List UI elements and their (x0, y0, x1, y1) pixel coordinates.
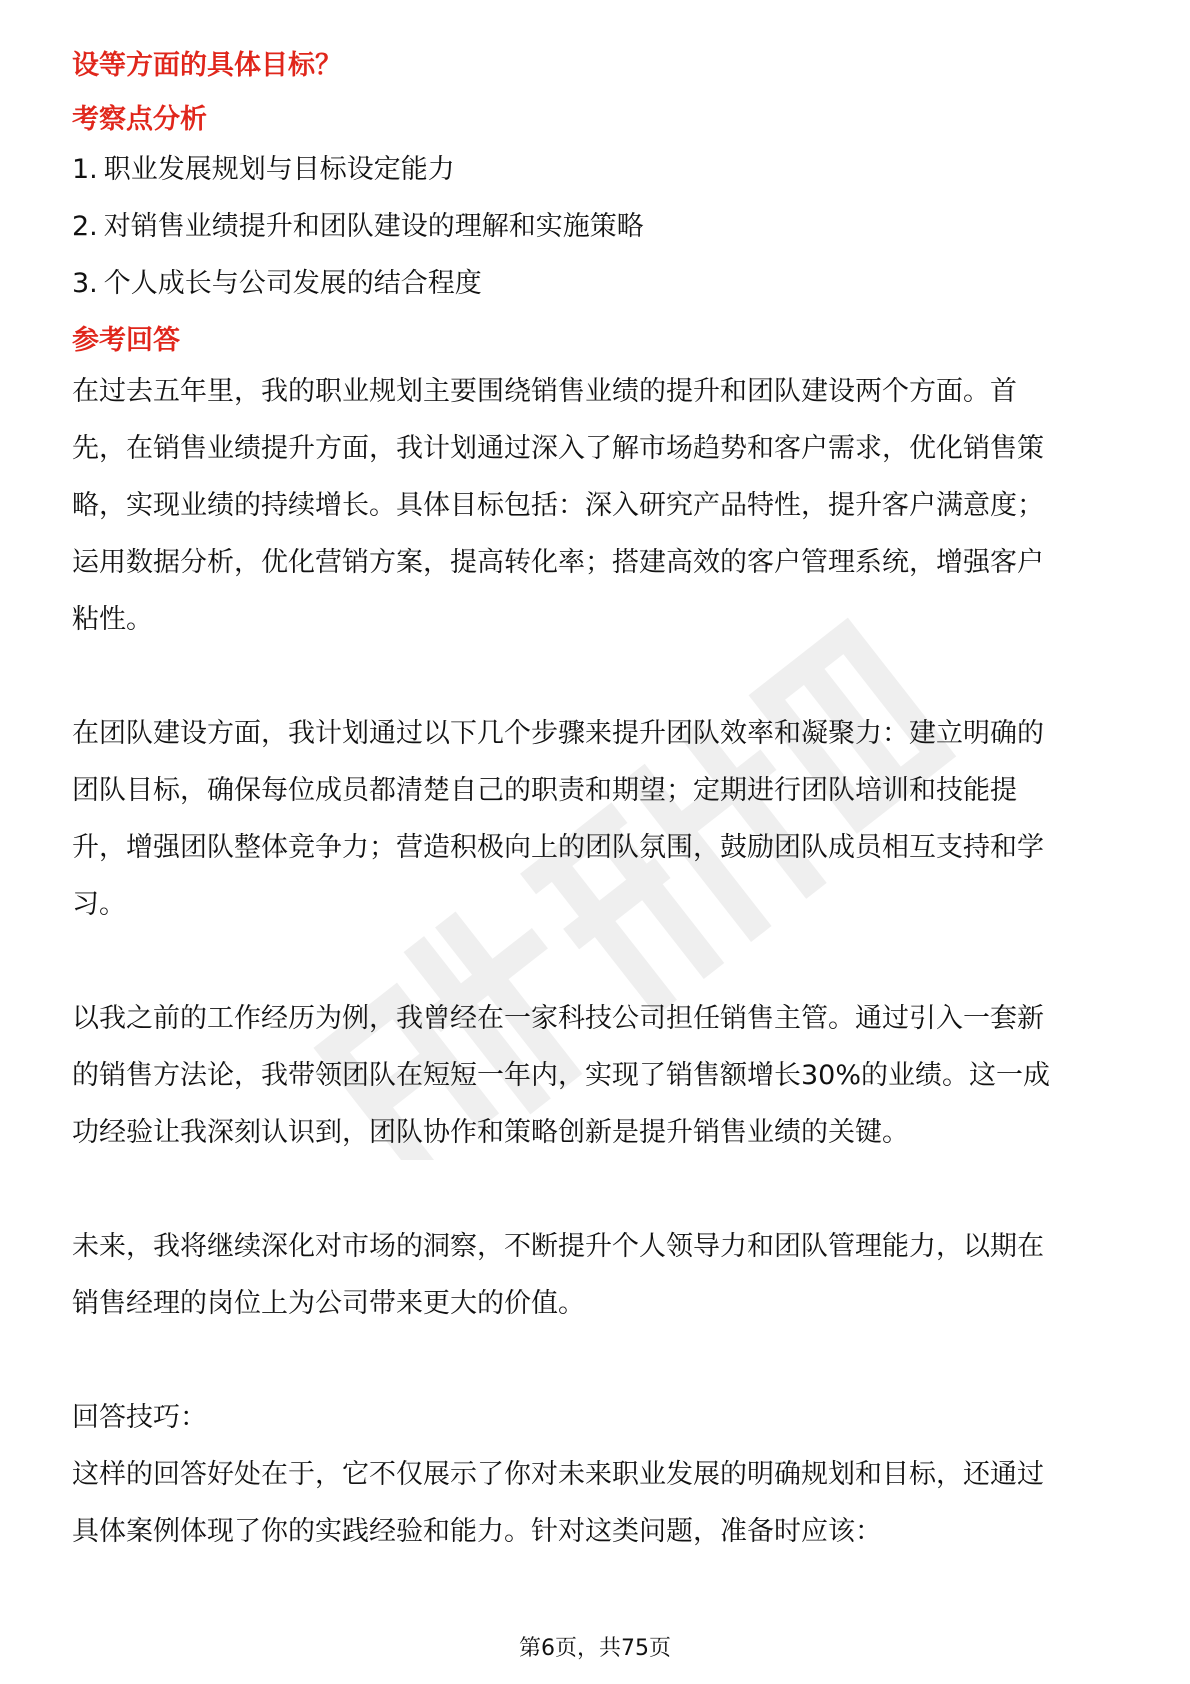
page-number: 第6页，共75页 (519, 1636, 671, 1661)
answer-paragraph-4: 未来，我将继续深化对市场的洞察，不断提升个人领导力和团队管理能力，以期在 销售经理的岗位上为公司带来更大的价值。 (72, 1231, 1044, 1319)
analysis-list (72, 150, 1122, 304)
analysis-heading: 考察点分析 (72, 104, 207, 135)
content (72, 46, 1122, 1560)
question-tail: 设等方面的具体目标？ (72, 50, 342, 81)
list-item: 3. 个人成长与公司发展的结合程度 (72, 268, 482, 299)
list-item: 2. 对销售业绩提升和团队建设的理解和实施策略 (72, 211, 644, 242)
answer-paragraph-1: 在过去五年里，我的职业规划主要围绕销售业绩的提升和团队建设两个方面。首 先，在销售业绩提升方面，我计划通过深入了解市场趋势和客户需求，优化销售策 略，实现业绩的持续增长。具体目标包括：深入研究产品特性，提升客户满意度； 运用数据分析，优化营销方案，提高转化率；搭建高效的客户管理系统，增强客户 粘性。 (72, 376, 1044, 635)
list-item: 1. 职业发展规划与目标设定能力 (72, 154, 455, 185)
tips-paragraph: 这样的回答好处在于，它不仅展示了你对未来职业发展的明确规划和目标，还通过 具体案例体现了你的实践经验和能力。针对这类问题，准备时应该： (72, 1459, 1044, 1547)
answer-paragraph-2: 在团队建设方面，我计划通过以下几个步骤来提升团队效率和凝聚力：建立明确的 团队目标，确保每位成员都清楚自己的职责和期望；定期进行团队培训和技能提 升，增强团队整体竞争力；营造积极向上的团队氛围，鼓励团队成员相互支持和学 习。 (72, 718, 1044, 920)
tips-label: 回答技巧： (72, 1402, 207, 1433)
answer-heading: 参考回答 (72, 325, 180, 356)
answer-paragraph-3: 以我之前的工作经历为例，我曾经在一家科技公司担任销售主管。通过引入一套新 的销售方法论，我带领团队在短短一年内，实现了销售额增长30%的业绩。这一成 功经验让我深刻认识到，团队协作和策略创新是提升销售业绩的关键。 (72, 1003, 1051, 1148)
